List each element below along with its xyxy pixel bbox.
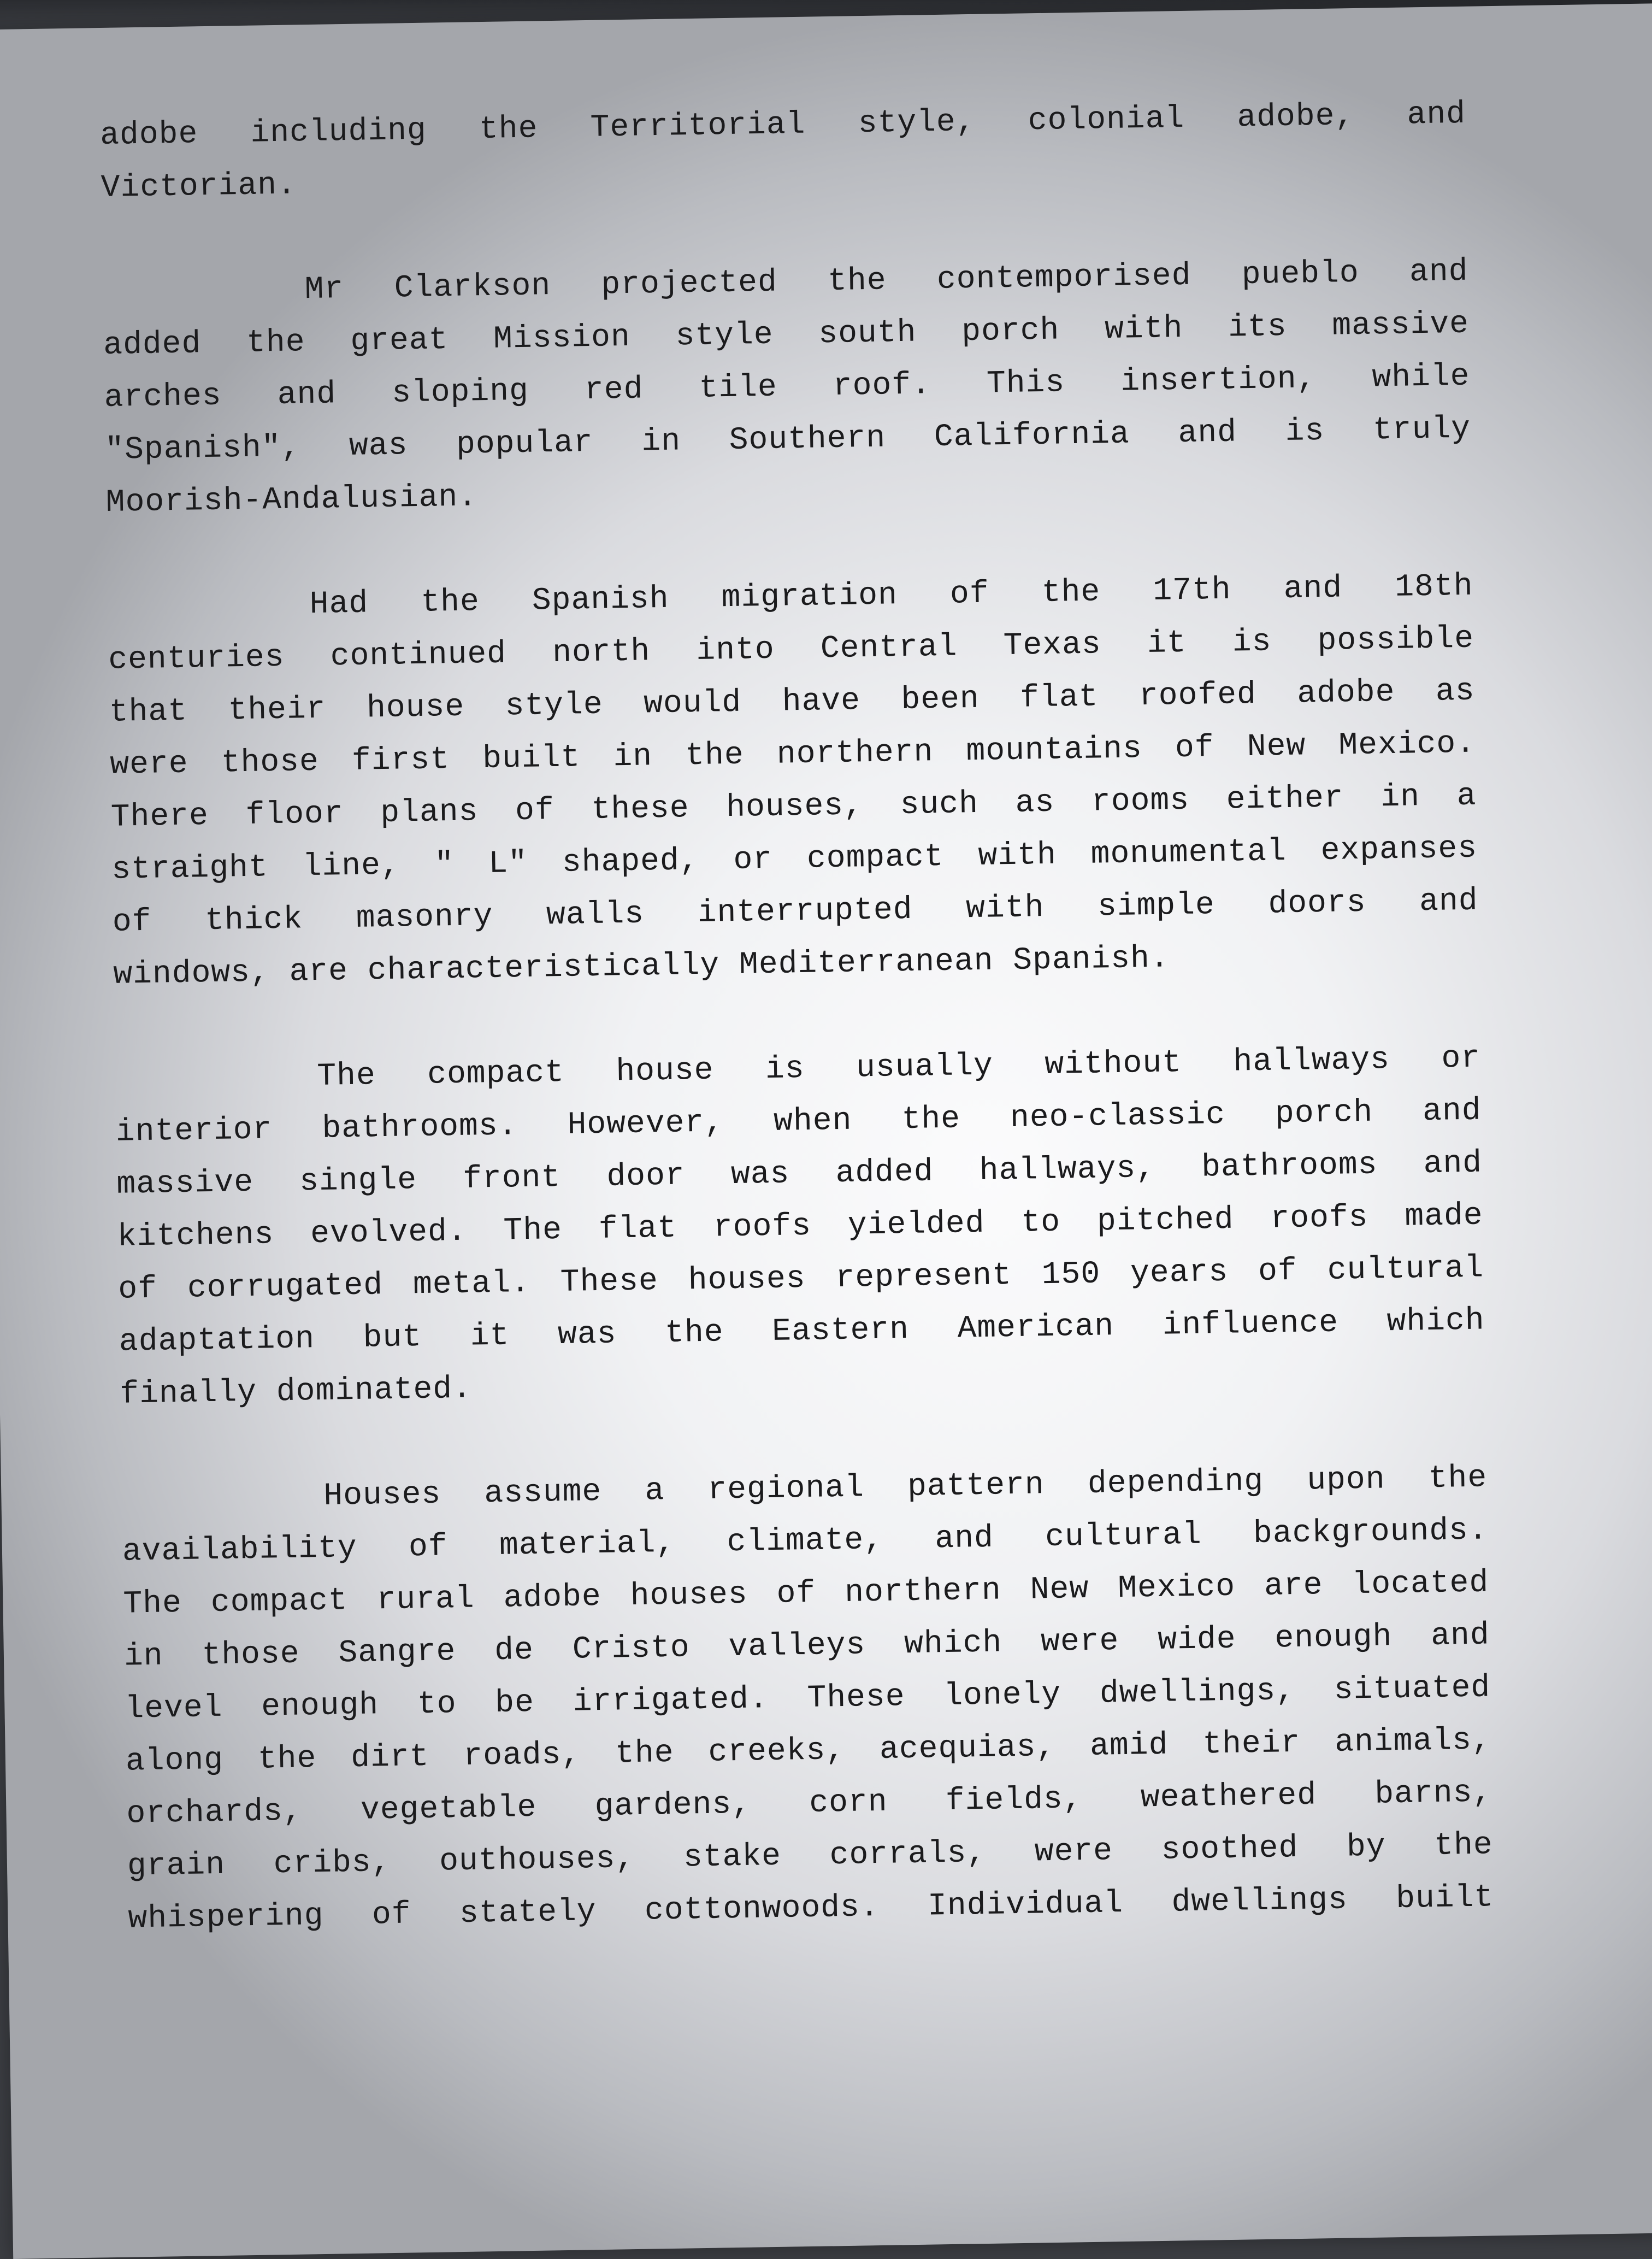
text-line: interior bathrooms. However, when the neo-classic porch and	[115, 1093, 1482, 1150]
text-line: Houses assume a regional pattern depending upon the	[323, 1460, 1488, 1514]
paragraph-5	[121, 1452, 1494, 1945]
text-line: Victorian.	[101, 167, 297, 207]
text-line: The compact house is usually without hallways or	[316, 1040, 1481, 1095]
text-line: of thick masonry walls interrupted with simple doors and	[112, 883, 1479, 940]
text-line: windows, are characteristically Mediterranean Spanish.	[113, 940, 1170, 993]
text-line: There floor plans of these houses, such as rooms either in a	[110, 778, 1477, 836]
text-line: orchards, vegetable gardens, corn fields, weathered barns,	[126, 1775, 1492, 1832]
text-line: "Spanish", was popular in Southern California and is truly	[104, 411, 1471, 468]
paragraph-2	[102, 246, 1472, 530]
text-line: were those first built in the northern mountains of New Mexico.	[109, 726, 1476, 783]
text-line: massive single front door was added hallways, bathrooms and	[116, 1145, 1483, 1203]
paragraph-4	[115, 1033, 1486, 1421]
text-line: grain cribs, outhouses, stake corrals, were soothed by the	[127, 1827, 1494, 1885]
text-line: that their house style would have been flat roofed adobe as	[109, 673, 1476, 731]
paragraph-1	[100, 89, 1467, 215]
text-line: Had the Spanish migration of the 17th and 18th	[309, 568, 1474, 623]
text-line: availability of material, climate, and cultural backgrounds.	[122, 1513, 1489, 1570]
text-line: adaptation but it was the Eastern American influence which	[119, 1303, 1485, 1360]
text-line: Moorish-Andalusian.	[105, 479, 478, 521]
text-line: of corrugated metal. These houses represent 150 years of cultural	[117, 1250, 1484, 1308]
text-line: added the great Mission style south porch with its massive	[103, 306, 1470, 363]
text-line: centuries continued north into Central Texas it is possible	[108, 621, 1474, 678]
paragraph-3	[107, 561, 1479, 1002]
document-page	[0, 3, 1652, 2259]
text-line: in those Sangre de Cristo valleys which were wide enough and	[123, 1617, 1490, 1675]
text-line: along the dirt roads, the creeks, acequias, amid their animals,	[125, 1722, 1492, 1780]
text-line: Mr Clarkson projected the contemporised pueblo and	[304, 254, 1468, 308]
text-line: straight line, " L" shaped, or compact with monumental expanses	[111, 831, 1478, 888]
text-line: adobe including the Territorial style, colonial adobe, and	[99, 96, 1466, 154]
text-line: The compact rural adobe houses of northern New Mexico are located	[122, 1565, 1489, 1622]
text-line: arches and sloping red tile roof. This insertion, while	[104, 358, 1471, 416]
text-line: level enough to be irrigated. These lonely dwellings, situated	[124, 1670, 1491, 1727]
text-line: finally dominated.	[119, 1371, 473, 1413]
body-text	[100, 89, 1495, 1998]
text-line: kitchens evolved. The flat roofs yielded to pitched roofs made	[117, 1198, 1484, 1255]
text-line: whispering of stately cottonwoods. Individual dwellings built	[128, 1880, 1494, 1937]
